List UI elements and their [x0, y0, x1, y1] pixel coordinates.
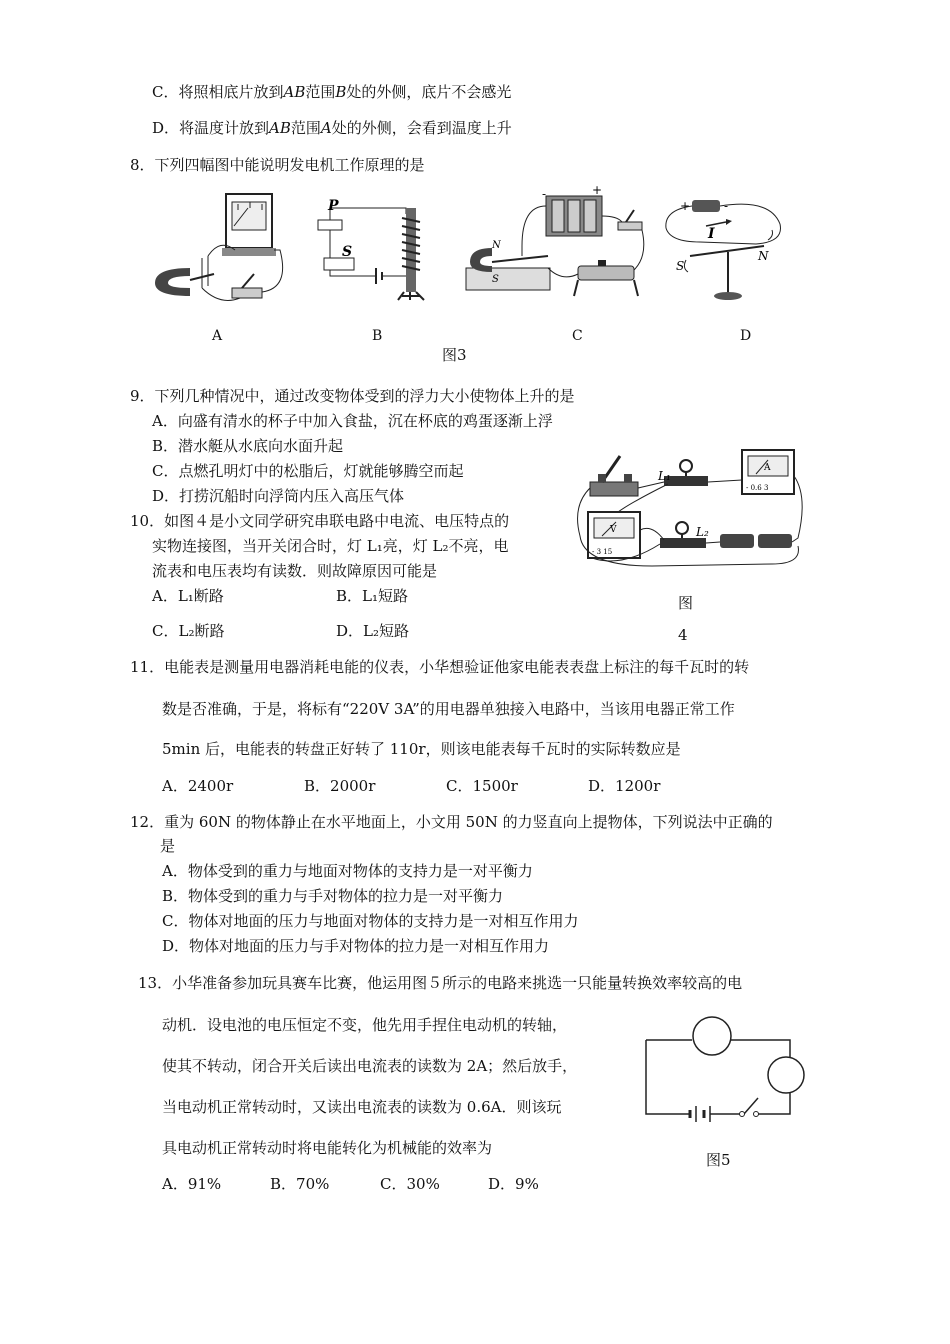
q10-line3: 流表和电压表均有读数．则故障原因可能是 [152, 562, 438, 580]
q11-option-a: A．2400r [162, 777, 234, 795]
figure-4-terms-v: - 3 15 [592, 548, 613, 556]
q13-option-b: B．70% [270, 1175, 330, 1193]
q13-line4: 当电动机正常转动时，又读出电流表的读数为 0.6A．则该玩 [162, 1098, 562, 1116]
q13-option-a: A．91% [162, 1175, 222, 1193]
figure-4-meter-a: A [764, 463, 771, 473]
q11-line2: 数是否准确，于是，将标有“220V 3A”的用电器单独接入电路中，当该用电器正常工作 [162, 700, 735, 718]
figure-3b-electromagnet [306, 196, 436, 302]
figure-3-caption: 图3 [442, 346, 467, 364]
q11-option-b: B．2000r [304, 777, 376, 795]
figure-3d-label-i: I [708, 226, 715, 242]
q9-option-c: C．点燃孔明灯中的松脂后，灯就能够腾空而起 [152, 462, 464, 480]
q13-option-c: C．30% [380, 1175, 440, 1193]
figure-3b-label-p: P [328, 198, 339, 214]
figure-4-caption-part1: 图 [678, 594, 694, 612]
q13-line3: 使其不转动，闭合开关后读出电流表的读数为 2A；然后放手， [162, 1057, 578, 1075]
q10-option-b: B．L₁短路 [336, 587, 408, 605]
figure-3d-label-plus: + [680, 199, 691, 213]
q7-option-c-mid: 范围 [305, 83, 336, 101]
q12-line1: 12．重为 60N 的物体静止在水平地面上，小文用 50N 的力竖直向上提物体，下列说法中正确的 [130, 813, 773, 831]
figure-3c-label-n: N [492, 240, 501, 251]
q8-stem: 8．下列四幅图中能说明发电机工作原理的是 [130, 156, 425, 174]
figure-3c-motor [462, 186, 652, 312]
q11-line3: 5min 后，电能表的转盘正好转了 110r，则该电能表每千瓦时的实际转数应是 [162, 740, 681, 758]
q7-option-c-pre: C．将照相底片放到 [152, 83, 284, 101]
q7-option-c-var-b: B [335, 83, 347, 101]
q11-line1: 11．电能表是测量用电器消耗电能的仪表，小华想验证他家电能表表盘上标注的每千瓦时的转 [130, 658, 750, 676]
figure-3a-generator [150, 188, 300, 308]
figure-5-motor-circuit [640, 1014, 810, 1126]
figure-4-label-l2: L₂ [696, 525, 709, 539]
q13-option-d: D．9% [488, 1175, 539, 1193]
figure-3c-label-s: S [492, 274, 499, 285]
q7-option-d-mid: 范围 [290, 119, 321, 137]
q13-line2: 动机．设电池的电压恒定不变，他先用手捏住电动机的转轴， [162, 1016, 568, 1034]
q10-line1: 10．如图４是小文同学研究串联电路中电流、电压特点的 [130, 512, 510, 530]
figure-3b-label-s: S [342, 244, 353, 260]
q7-option-d-post: 处的外侧，会看到温度上升 [331, 119, 512, 137]
figure-5-motor [768, 1057, 804, 1093]
figure-5-caption: 图5 [706, 1151, 731, 1169]
q9-option-a: A．向盛有清水的杯子中加入食盐，沉在杯底的鸡蛋逐渐上浮 [152, 412, 553, 430]
figure-4-meter-v: V [610, 525, 617, 535]
figure-3d-label-n: N [758, 249, 769, 263]
figure-3d-label-minus: - [724, 199, 729, 213]
q11-option-c: C．1500r [446, 777, 518, 795]
figure-3-label-b: B [372, 328, 383, 344]
q7-option-d-pre: D．将温度计放到 [152, 119, 270, 137]
q12-option-c: C．物体对地面的压力与地面对物体的支持力是一对相互作用力 [162, 912, 579, 930]
q12-option-d: D．物体对地面的压力与手对物体的拉力是一对相互作用力 [162, 937, 550, 955]
figure-3-label-a: A [212, 328, 223, 344]
q11-option-d: D．1200r [588, 777, 661, 795]
figure-3d-label-s: S [676, 259, 685, 273]
q12-line2: 是 [160, 837, 176, 855]
q9-option-d: D．打捞沉船时向浮筒内压入高压气体 [152, 487, 405, 505]
q10-line2: 实物连接图，当开关闭合时，灯 L₁亮，灯 L₂不亮，电 [152, 537, 509, 555]
figure-3c-label-minus: - [542, 187, 547, 201]
figure-5-ammeter [693, 1017, 731, 1055]
q12-option-b: B．物体受到的重力与手对物体的拉力是一对平衡力 [162, 887, 504, 905]
q7-option-c-post: 处的外侧，底片不会感光 [346, 83, 512, 101]
q9-stem: 9．下列几种情况中，通过改变物体受到的浮力大小使物体上升的是 [130, 387, 575, 405]
q7-option-c-var-ab: AB [283, 83, 306, 101]
q10-option-a: A．L₁断路 [152, 587, 224, 605]
q10-option-c: C．L₂断路 [152, 622, 225, 640]
figure-4-series-circuit [572, 446, 812, 576]
q13-line5: 具电动机正常转动时将电能转化为机械能的效率为 [162, 1139, 493, 1157]
figure-4-label-l1: L₁ [658, 469, 671, 483]
figure-3c-label-plus: + [592, 186, 603, 197]
q7-option-d-var-ab: AB [269, 119, 291, 137]
q12-option-a: A．物体受到的重力与地面对物体的支持力是一对平衡力 [162, 862, 533, 880]
q10-option-d: D．L₂短路 [336, 622, 410, 640]
figure-4-terms-a: - 0.6 3 [746, 484, 769, 492]
figure-3-label-d: D [740, 328, 752, 344]
figure-3-label-c: C [572, 328, 583, 344]
figure-3d-oersted [660, 190, 792, 306]
figure-4-caption-part2: 4 [678, 626, 688, 644]
q9-option-b: B．潜水艇从水底向水面升起 [152, 437, 344, 455]
q7-option-d [152, 118, 512, 138]
q7-option-c [152, 82, 511, 102]
q7-option-d-var-a: A [320, 119, 332, 137]
q13-line1: 13．小华准备参加玩具赛车比赛，他运用图５所示的电路来挑选一只能量转换效率较高的电 [138, 974, 743, 992]
